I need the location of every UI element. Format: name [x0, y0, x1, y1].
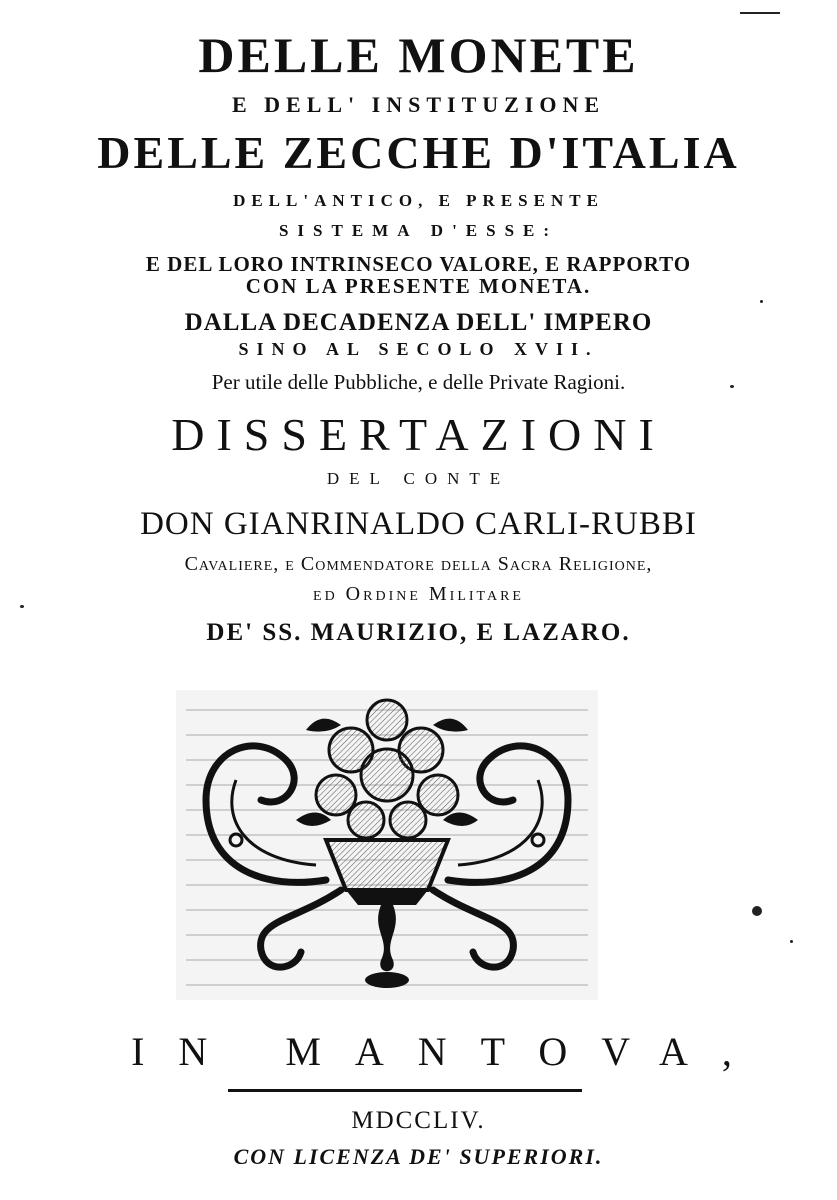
- ink-speck: [760, 300, 763, 303]
- corner-mark: [740, 12, 780, 14]
- author-title-3: DE' SS. MAURIZIO, E LAZARO.: [206, 619, 631, 646]
- imprint-place: IN MANTOVA,: [131, 1029, 766, 1074]
- title-line-10: Per utile delle Pubbliche, e delle Private Ragioni.: [211, 370, 626, 394]
- imprint-year: MDCCLIV.: [351, 1107, 486, 1134]
- title-line-4: DELL'ANTICO, E PRESENTE: [233, 191, 604, 210]
- imprint-license: CON LICENZA DE' SUPERIORI.: [233, 1144, 604, 1169]
- author-title-1: Cavaliere, e Commendatore della Sacra Religione,: [184, 553, 653, 575]
- title-line-1: DELLE MONETE: [198, 27, 639, 83]
- title-line-7: CON LA PRESENTE MONETA.: [245, 274, 592, 298]
- title-line-2: E DELL' INSTITUZIONE: [231, 92, 606, 117]
- ink-speck: [20, 605, 24, 608]
- ink-speck: [790, 940, 793, 943]
- title-line-8: DALLA DECADENZA DELL' IMPERO: [184, 309, 653, 336]
- author-title-2: ed Ordine Militare: [313, 583, 524, 605]
- title-line-3: DELLE ZECCHE D'ITALIA: [97, 127, 740, 178]
- dissertazioni-heading: DISSERTAZIONI: [171, 409, 666, 460]
- title-line-9: SINO AL SECOLO XVII.: [238, 339, 599, 359]
- imprint-rule: [228, 1089, 582, 1092]
- del-conte: DEL CONTE: [326, 469, 511, 488]
- title-line-5: SISTEMA D'ESSE:: [278, 221, 559, 240]
- author-name: DON GIANRINALDO CARLI-RUBBI: [140, 506, 697, 542]
- ink-speck: [752, 906, 762, 916]
- title-line-6: E DEL LORO INTRINSECO VALORE, E RAPPORTO: [145, 252, 692, 276]
- ink-speck: [730, 385, 734, 388]
- flower-basket-ornament-icon: [176, 690, 598, 1000]
